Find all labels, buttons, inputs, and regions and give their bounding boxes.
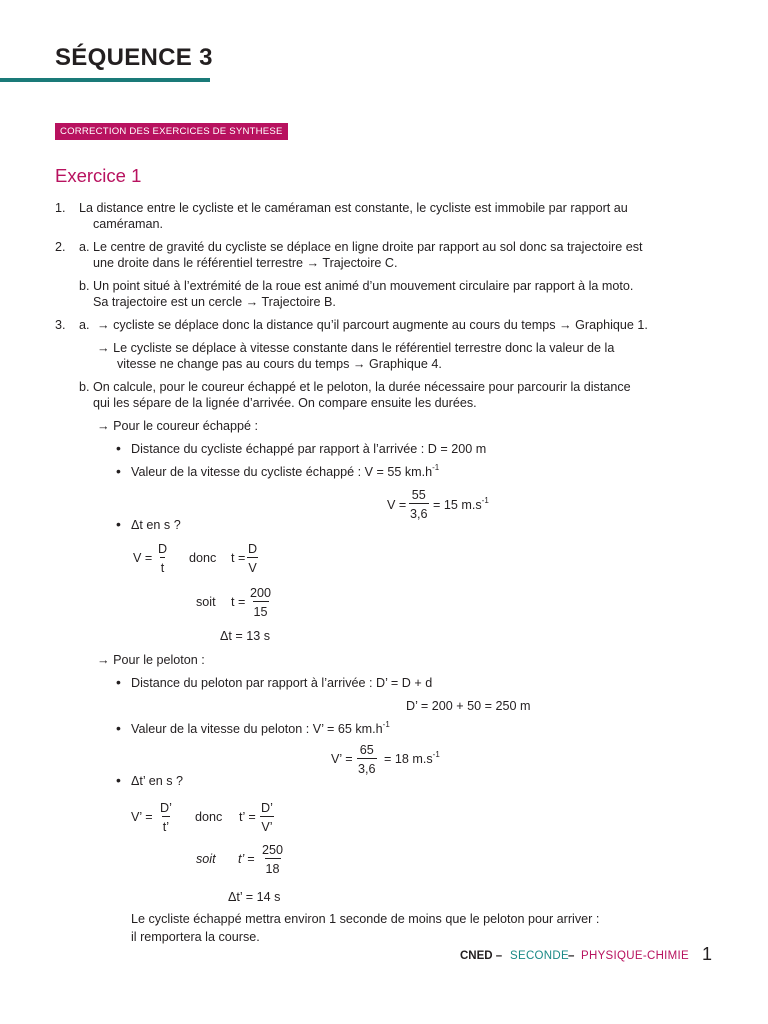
formula-v1-lhs: V = bbox=[387, 498, 407, 512]
item-number-2: 2. bbox=[55, 240, 66, 254]
formula-f1-t-numerator: D bbox=[248, 542, 258, 556]
breakaway-distance: Distance du cycliste échappé par rapport à l’arrivée : D = 200 m bbox=[131, 442, 487, 456]
formula-f2-numerator: 200 bbox=[250, 586, 272, 600]
formula-f3-t-numerator: D’ bbox=[261, 801, 273, 815]
formula-v2-lhs: V’ = bbox=[331, 752, 353, 766]
formula-f4-numerator: 250 bbox=[262, 843, 284, 857]
peloton-distance: Distance du peloton par rapport à l’arrivée : D’ = D + d bbox=[131, 676, 433, 690]
bullet-6: • bbox=[116, 772, 121, 788]
peloton-heading: → Pour le peloton : bbox=[97, 653, 205, 667]
formula-f2-t: t = bbox=[231, 595, 246, 609]
answer-1-line-2: caméraman. bbox=[93, 217, 163, 231]
formula-f2-soit: soit bbox=[196, 595, 216, 609]
formula-f3-t-denominator: V’ bbox=[260, 816, 273, 835]
formula-f3-lhs: V’ = bbox=[131, 810, 153, 824]
peloton-time-result: Δt’ = 14 s bbox=[228, 890, 281, 904]
formula-v2-numerator: 65 bbox=[359, 743, 374, 757]
formula-f4-soit: soit bbox=[196, 852, 216, 866]
formula-f3-fraction bbox=[159, 800, 173, 835]
conclusion-line-1: Le cycliste échappé mettra environ 1 seconde de moins que le peloton pour arriver : bbox=[131, 912, 600, 926]
formula-f3-t: t’ = bbox=[239, 810, 256, 824]
peloton-distance-result: D’ = 200 + 50 = 250 m bbox=[406, 699, 531, 713]
breakaway-time-question: Δt en s ? bbox=[131, 518, 181, 532]
formula-f1-fraction bbox=[157, 541, 168, 576]
answer-1-line-1: La distance entre le cycliste et le caméraman est constante, le cycliste est immobile par rapport au bbox=[79, 201, 628, 215]
formula-f3-denominator: t’ bbox=[162, 816, 170, 835]
formula-f1-lhs: V = bbox=[133, 551, 153, 565]
answer-2b-line-2: Sa trajectoire est un cercle → Trajectoire B. bbox=[93, 295, 336, 309]
formula-v2-rhs: = 18 $m.s^{-1}$ bbox=[384, 750, 440, 766]
answer-3a-label: a. bbox=[79, 318, 90, 332]
footer-cned: CNED – bbox=[460, 950, 503, 962]
bullet-3: • bbox=[116, 516, 121, 532]
sequence-title: SÉQUENCE 3 bbox=[55, 44, 213, 71]
answer-2a-line-1: a. Le centre de gravité du cycliste se déplace en ligne droite par rapport au sol donc sa trajectoire est bbox=[79, 240, 643, 254]
formula-f2-fraction bbox=[249, 585, 272, 620]
formula-f1-donc: donc bbox=[189, 551, 217, 565]
peloton-time-question: Δt’ en s ? bbox=[131, 774, 184, 788]
formula-f1-t-denominator: V bbox=[247, 557, 257, 576]
footer-level: SECONDE bbox=[510, 950, 569, 962]
formula-f4-fraction bbox=[261, 842, 284, 877]
formula-f1-numerator: D bbox=[158, 542, 168, 556]
conclusion-line-2: il remportera la course. bbox=[131, 930, 260, 944]
formula-f4-denominator: 18 bbox=[265, 858, 281, 877]
formula-f3-donc: donc bbox=[195, 810, 223, 824]
item-number-1: 1. bbox=[55, 201, 66, 215]
item-number-3: 3. bbox=[55, 318, 66, 332]
title-underline bbox=[0, 78, 210, 82]
footer-separator: – bbox=[568, 950, 575, 962]
formula-f2-denominator: 15 bbox=[253, 601, 269, 620]
breakaway-speed: Valeur de la vitesse du cycliste échappé : V = 55 $km.h^{-1}$ bbox=[131, 463, 440, 479]
formula-f4-t: t’ = bbox=[238, 852, 255, 866]
answer-2b-line-1: b. Un point situé à l’extrémité de la roue est animé d’un mouvement circulaire par rapport à la moto. bbox=[79, 279, 634, 293]
answer-2a-line-2: une droite dans le référentiel terrestre → Trajectoire C. bbox=[93, 256, 398, 270]
bullet-4: • bbox=[116, 674, 121, 690]
formula-f3-t-fraction bbox=[260, 800, 274, 835]
section-badge: CORRECTION DES EXERCICES DE SYNTHESE bbox=[55, 123, 288, 140]
formula-f1-denominator: t bbox=[160, 557, 166, 576]
formula-f1-t: t = bbox=[231, 551, 246, 565]
formula-v1-denominator: 3,6 bbox=[409, 503, 429, 522]
answer-3a-line-2: → Le cycliste se déplace à vitesse constante dans le référentiel terrestre donc la valeur de la bbox=[97, 341, 615, 355]
bullet-1: • bbox=[116, 440, 121, 456]
answer-3b-line-2: qui les sépare de la lignée d’arrivée. On compare ensuite les durées. bbox=[93, 396, 477, 410]
footer-subject: PHYSIQUE-CHIMIE bbox=[581, 950, 690, 962]
peloton-speed: Valeur de la vitesse du peloton : V’ = 65 $km.h^{-1}$ bbox=[131, 720, 390, 736]
breakaway-heading: → Pour le coureur échappé : bbox=[97, 419, 259, 433]
bullet-5: • bbox=[116, 720, 121, 736]
formula-v1-fraction bbox=[409, 487, 429, 522]
answer-3b-line-1: b. On calcule, pour le coureur échappé et le peloton, la durée nécessaire pour parcourir la distance bbox=[79, 380, 631, 394]
answer-3a-line-1: → cycliste se déplace donc la distance qu’il parcourt augmente au cours du temps → Graphique 1. bbox=[97, 318, 648, 332]
answer-3a-line-3: vitesse ne change pas au cours du temps → Graphique 4. bbox=[117, 357, 442, 371]
formula-v1-numerator: 55 bbox=[411, 488, 426, 502]
exercise-title: Exercice 1 bbox=[55, 165, 142, 186]
formula-f1-t-fraction bbox=[247, 541, 258, 576]
page-number: 1 bbox=[702, 944, 713, 964]
bullet-2: • bbox=[116, 463, 121, 479]
formula-v1-rhs: = 15 $m.s^{-1}$ bbox=[433, 496, 489, 512]
formula-v2-denominator: 3,6 bbox=[357, 758, 377, 777]
formula-v2-fraction bbox=[357, 742, 377, 777]
breakaway-time-result: Δt = 13 s bbox=[220, 629, 271, 643]
formula-f3-numerator: D’ bbox=[160, 801, 172, 815]
